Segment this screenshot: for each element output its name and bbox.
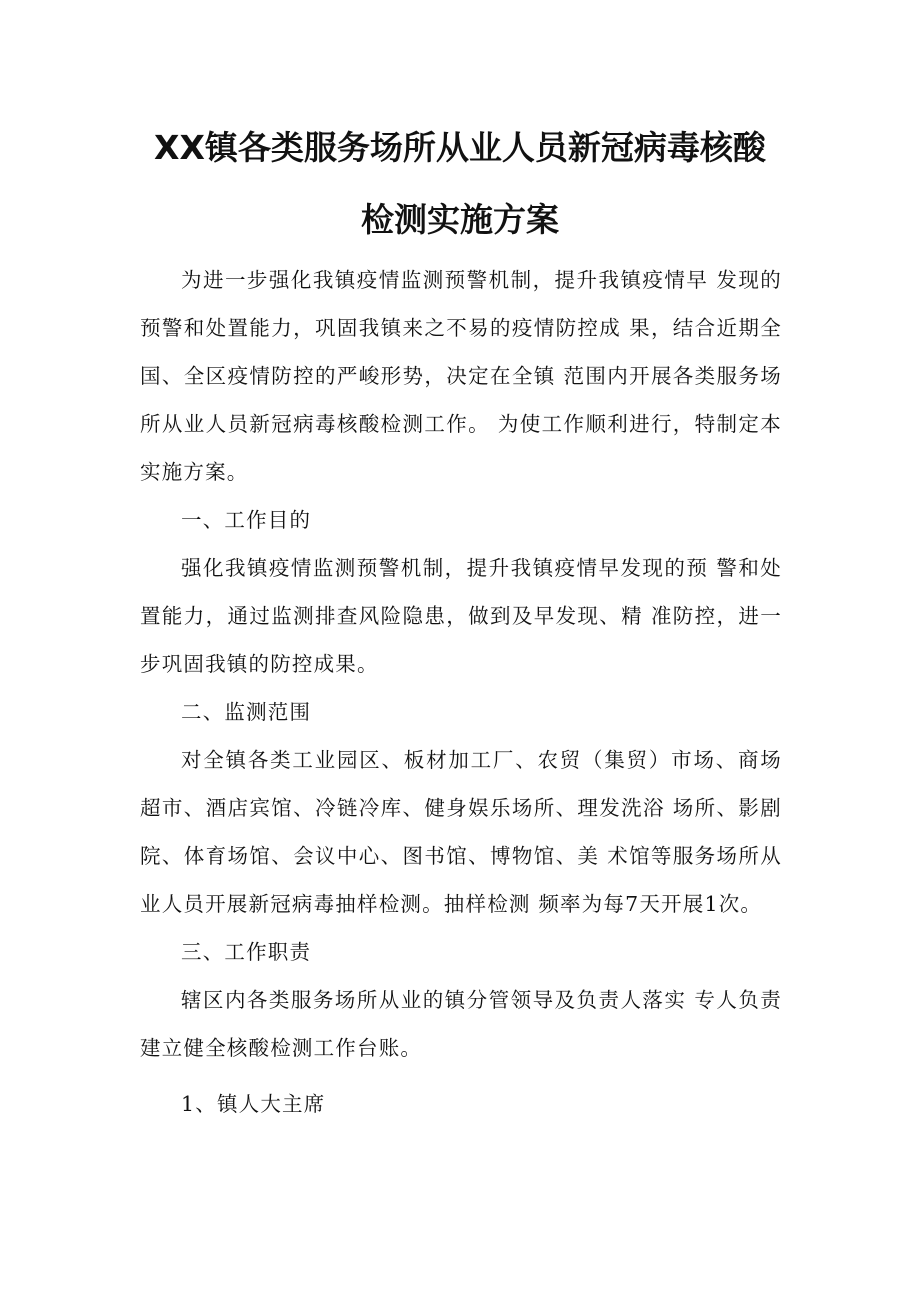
list-item-1: 1、镇人大主席	[181, 1092, 326, 1116]
section-heading-purpose: 一、工作目的	[181, 508, 312, 532]
intro-paragraph: 为进一步强化我镇疫情监测预警机制，提升我镇疫情早 发现的预警和处置能力，巩固我镇来之不易的疫情防控成 果，结合近期全国、全区疫情防控的严峻形势，决定在全镇 范围内开展各类服务场所从业人员新冠病毒核酸检测工作。 为使工作顺利进行，特制定本实施方案。	[140, 268, 782, 484]
section-paragraph-scope: 对全镇各类工业园区、板材加工厂、农贸（集贸）市场、商场超市、酒店宾馆、冷链冷库、健身娱乐场所、理发洗浴 场所、影剧院、体育场馆、会议中心、图书馆、博物馆、美 术馆等服务场所从业人员开展新冠病毒抽样检测。抽样检测 频率为每7天开展1次。	[140, 748, 782, 916]
section-heading-duties: 三、工作职责	[181, 940, 312, 964]
document-title-line-1: XX镇各类服务场所从业人员新冠病毒核酸	[154, 128, 766, 167]
document-title-line-2: 检测实施方案	[361, 200, 559, 239]
section-paragraph-duties: 辖区内各类服务场所从业的镇分管领导及负责人落实 专人负责建立健全核酸检测工作台账。	[140, 988, 782, 1060]
section-heading-scope: 二、监测范围	[181, 700, 312, 724]
section-paragraph-purpose: 强化我镇疫情监测预警机制，提升我镇疫情早发现的预 警和处置能力，通过监测排查风险隐患，做到及早发现、精 准防控，进一步巩固我镇的防控成果。	[140, 556, 782, 676]
document-body	[140, 256, 782, 1128]
